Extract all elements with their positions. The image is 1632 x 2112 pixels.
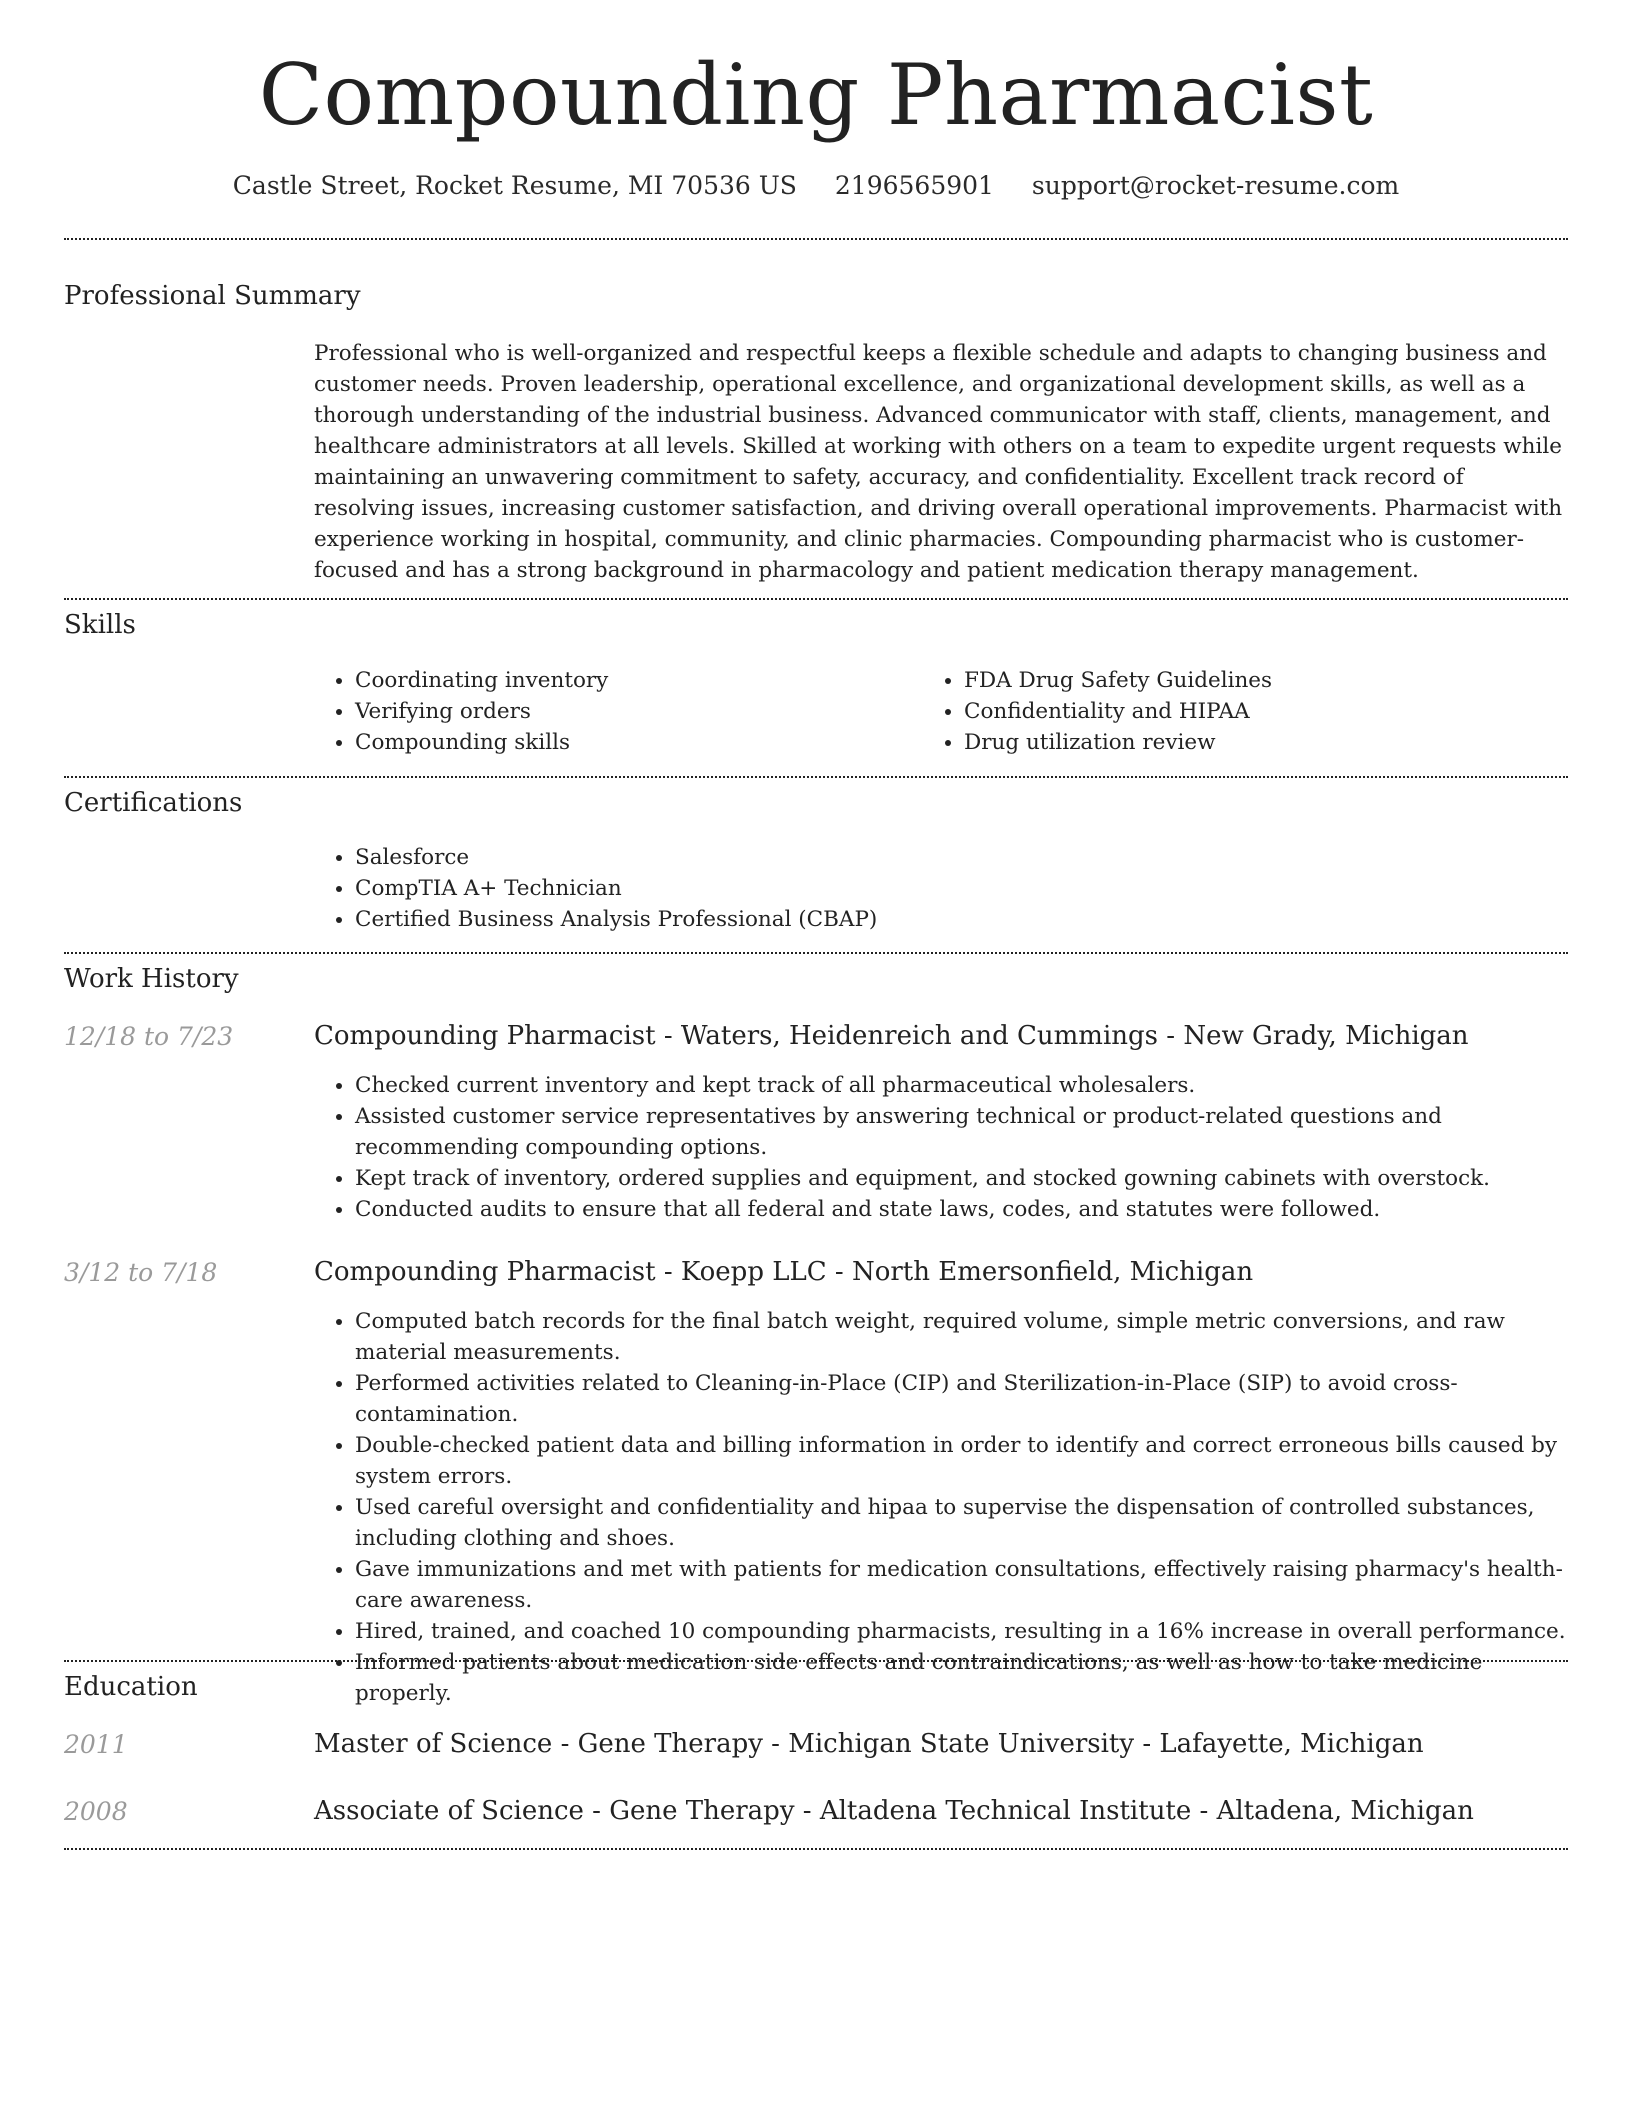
- list-item: • Kept track of inventory, ordered supplies and equipment, and stocked gowning cabinets with overstock.: [355, 1163, 1585, 1194]
- job-dates: 12/18 to 7/23: [64, 1022, 234, 1051]
- job-bullets: [311, 1070, 1585, 1225]
- section-heading-summary: Professional Summary: [64, 281, 361, 311]
- divider: [64, 1848, 1568, 1850]
- section-heading-education: Education: [64, 1672, 198, 1702]
- list-item: • Double-checked patient data and billing information in order to identify and correct erroneous bills caused by system errors.: [355, 1430, 1585, 1492]
- divider: [64, 1660, 1568, 1662]
- list-item: • Conducted audits to ensure that all federal and state laws, codes, and statutes were followed.: [355, 1194, 1585, 1225]
- list-item: • Assisted customer service representatives by answering technical or product-related questions and recommending compounding options.: [355, 1101, 1585, 1163]
- education-degree: Associate of Science - Gene Therapy - Altadena Technical Institute - Altadena, Michigan: [314, 1796, 1474, 1826]
- job-bullets: [311, 1306, 1585, 1709]
- education-year: 2008: [64, 1797, 128, 1826]
- list-item: • Used careful oversight and confidentiality and hipaa to supervise the dispensation of controlled substances, including clothing and shoes.: [355, 1492, 1585, 1554]
- divider: [64, 776, 1568, 778]
- list-item: • Certified Business Analysis Professional (CBAP): [355, 904, 1565, 935]
- list-item: • FDA Drug Safety Guidelines: [964, 665, 1564, 696]
- divider: [64, 952, 1568, 954]
- list-item: • Drug utilization review: [964, 727, 1564, 758]
- skills-list-right: [920, 665, 1564, 758]
- resume-title: Compounding Pharmacist: [258, 46, 1374, 144]
- summary-text: Professional who is well-organized and respectful keeps a flexible schedule and adapts to changing business and customer needs. Proven leadership, operational excellence, and organizational development skills, as well as a thorough understanding of the industrial business. Advanced communicator with staff, clients, management, and healthcare administrators at all levels. Skilled at working with others on a team to expedite urgent requests while maintaining an unwavering commitment to safety, accuracy, and confidentiality. Excellent track record of resolving issues, increasing customer satisfaction, and driving overall operational improvements. Pharmacist with experience working in hospital, community, and clinic pharmacies. Compounding pharmacist who is customer-focused and has a strong background in pharmacology and patient medication therapy management.: [314, 341, 1563, 583]
- section-heading-certifications: Certifications: [64, 788, 243, 818]
- contact-phone: 2196565901: [834, 171, 994, 200]
- list-item: • Compounding skills: [355, 727, 915, 758]
- list-item: • CompTIA A+ Technician: [355, 873, 1565, 904]
- section-heading-work-history: Work History: [64, 964, 239, 994]
- contact-email: support@rocket-resume.com: [1031, 171, 1400, 200]
- job-title: Compounding Pharmacist - Waters, Heidenreich and Cummings - New Grady, Michigan: [314, 1021, 1469, 1051]
- job-title: Compounding Pharmacist - Koepp LLC - North Emersonfield, Michigan: [314, 1257, 1254, 1287]
- divider: [64, 238, 1568, 240]
- contact-address: Castle Street, Rocket Resume, MI 70536 US: [232, 171, 797, 200]
- list-item: • Checked current inventory and kept track of all pharmaceutical wholesalers.: [355, 1070, 1585, 1101]
- education-year: 2011: [64, 1730, 128, 1759]
- list-item: • Computed batch records for the final batch weight, required volume, simple metric conversions, and raw material measurements.: [355, 1306, 1585, 1368]
- certifications-list: [311, 842, 1565, 935]
- list-item: • Performed activities related to Cleaning-in-Place (CIP) and Sterilization-in-Place (SIP) to avoid cross-contamination.: [355, 1368, 1585, 1430]
- divider: [64, 598, 1568, 600]
- list-item: • Salesforce: [355, 842, 1565, 873]
- list-item: • Gave immunizations and met with patients for medication consultations, effectively raising pharmacy's health-care awareness.: [355, 1554, 1585, 1616]
- list-item: • Verifying orders: [355, 696, 915, 727]
- contact-line: [0, 171, 1632, 200]
- education-degree: Master of Science - Gene Therapy - Michigan State University - Lafayette, Michigan: [314, 1729, 1424, 1759]
- list-item: • Informed patients about medication side effects and contraindications, as well as how to take medicine properly.: [355, 1647, 1585, 1709]
- list-item: • Coordinating inventory: [355, 665, 915, 696]
- skills-list-left: [311, 665, 915, 758]
- job-dates: 3/12 to 7/18: [64, 1258, 218, 1287]
- section-heading-skills: Skills: [64, 610, 136, 640]
- list-item: • Hired, trained, and coached 10 compounding pharmacists, resulting in a 16% increase in overall performance.: [355, 1616, 1585, 1647]
- list-item: • Confidentiality and HIPAA: [964, 696, 1564, 727]
